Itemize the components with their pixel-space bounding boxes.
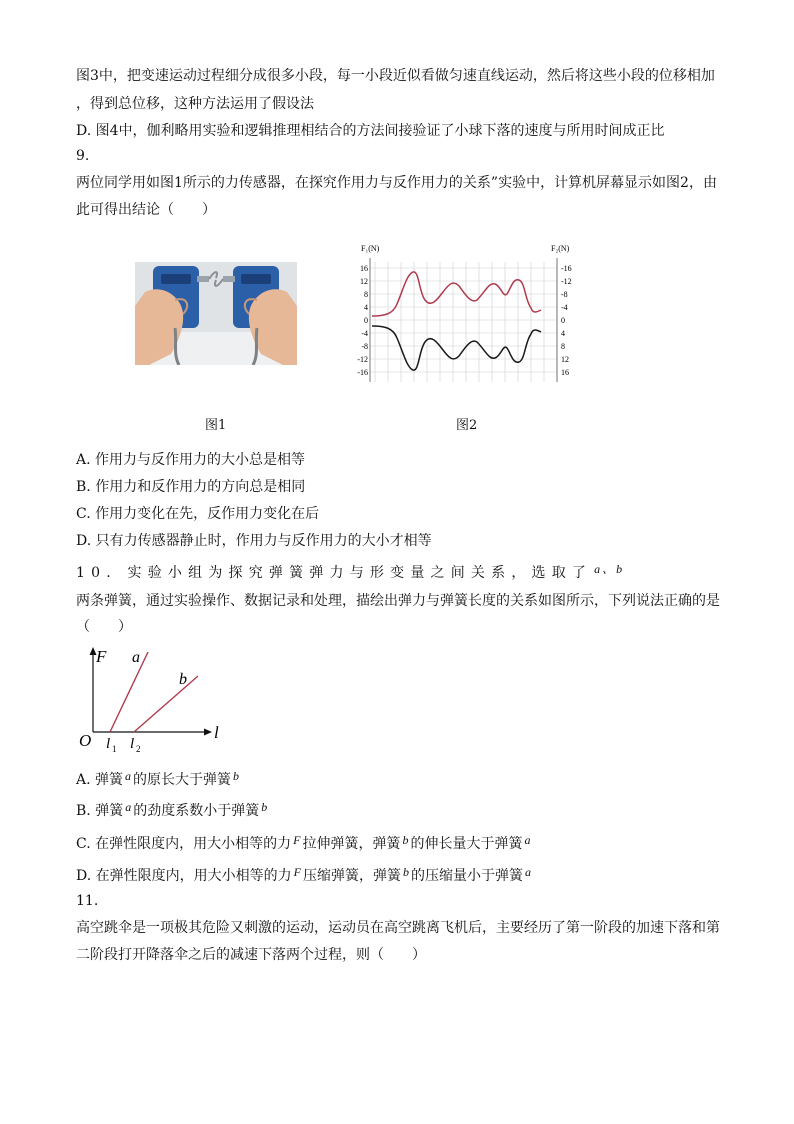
tick-label: 12: [360, 277, 368, 286]
force-time-graph: [355, 242, 585, 392]
axis-label-l: l: [214, 723, 219, 742]
tick-label: 4: [364, 303, 368, 312]
math-symbol: a: [125, 769, 132, 783]
question-11-stem: 二阶段打开降落伞之后的减速下落两个过程，则（ ）: [76, 947, 426, 963]
option-c: [76, 834, 532, 854]
line-b: [134, 676, 198, 732]
math-symbol: a: [524, 833, 531, 847]
question-10-text: 10. 实验小组为探究弹簧弹力与形变量之间关系，选取了: [76, 565, 593, 581]
line-a-label: a: [132, 649, 140, 666]
figure-1-caption: 图1: [205, 418, 227, 433]
math-symbol: b: [261, 800, 268, 814]
tick-label: 16: [561, 368, 569, 377]
tick-l2-sub: 2: [136, 744, 141, 754]
right-axis-label: F₂(N): [551, 244, 570, 253]
option-a: [76, 770, 241, 790]
text-line: 图3中，把变速运动过程细分成很多小段，每一小段近似看做匀速直线运动，然后将这些小段的位移相加: [76, 68, 715, 84]
option-a: A. 作用力与反作用力的大小总是相等: [76, 452, 306, 468]
tick-label: -4: [361, 329, 368, 338]
figure-2-caption: 图2: [456, 418, 478, 433]
question-number: 11.: [76, 893, 99, 909]
spring-force-length-graph: [76, 640, 226, 758]
tick-l2: l: [130, 736, 135, 752]
option-c: C. 作用力变化在先，反作用力变化在后: [76, 506, 320, 522]
option-d: [76, 866, 533, 886]
text-line: ，得到总位移，这种方法运用了假设法: [76, 96, 314, 112]
question-10-stem: 两条弹簧，通过实验操作、数据记录和处理，描绘出弹力与弹簧长度的关系如图所示，下列说法正确的是: [76, 593, 720, 609]
option-text: 的伸长量大于弹簧: [410, 836, 523, 852]
line-a: [110, 652, 148, 732]
tick-label: -12: [357, 355, 368, 364]
tick-label: 12: [561, 355, 569, 364]
option-text: 拉伸弹簧，弹簧: [302, 836, 401, 852]
tick-l1: l: [106, 736, 111, 752]
tick-label: -16: [561, 264, 572, 273]
axis-label-f: F: [96, 647, 107, 666]
tick-label: 0: [364, 316, 368, 325]
tick-label: -12: [561, 277, 572, 286]
option-b: B. 作用力和反作用力的方向总是相同: [76, 479, 306, 495]
option-text: 的劲度系数小于弹簧: [133, 803, 260, 819]
math-symbol: b: [402, 833, 409, 847]
option-text: D. 在弹性限度内，用大小相等的力: [76, 868, 292, 884]
tick-label: 4: [561, 329, 565, 338]
tick-label: -16: [357, 368, 368, 377]
question-10-stem: （ ）: [76, 619, 132, 635]
question-9-stem: 两位同学用如图1所示的力传感器，在探究作用力与反作用力的关系”实验中，计算机屏幕显示如图2，由: [76, 175, 717, 191]
math-symbol: a: [125, 800, 132, 814]
tick-l1-sub: 1: [112, 744, 117, 754]
option-text: C. 在弹性限度内，用大小相等的力: [76, 836, 292, 852]
math-symbol: b: [402, 865, 409, 879]
option-text: B. 弹簧: [76, 803, 124, 819]
left-axis-label: F₁(N): [361, 244, 380, 253]
tick-label: 8: [364, 290, 368, 299]
question-10-stem: [76, 563, 626, 583]
math-symbol: F: [293, 865, 301, 879]
question-number: 9.: [76, 148, 90, 164]
option-text: 的压缩量小于弹簧: [410, 868, 523, 884]
tick-label: 8: [561, 342, 565, 351]
option-d: D. 只有力传感器静止时，作用力与反作用力的大小才相等: [76, 533, 432, 549]
tick-label: -4: [561, 303, 568, 312]
option-text: 的原长大于弹簧: [133, 772, 232, 788]
tick-label: 16: [360, 264, 368, 273]
tick-label: -8: [561, 290, 568, 299]
origin-label: O: [79, 731, 92, 750]
option-text: 压缩弹簧，弹簧: [302, 868, 401, 884]
spring-labels: a、b: [594, 562, 625, 576]
tick-label: -8: [361, 342, 368, 351]
question-11-stem: 高空跳伞是一项极其危险又刺激的运动，运动员在高空跳离飞机后，主要经历了第一阶段的加速下落和第: [76, 920, 720, 936]
option-text: A. 弹簧: [76, 772, 124, 788]
tick-label: 0: [561, 316, 565, 325]
option-d: D. 图4中，伽利略用实验和逻辑推理相结合的方法间接验证了小球下落的速度与所用时间成正比: [76, 123, 665, 139]
option-b: [76, 801, 269, 821]
question-9-stem: 此可得出结论（ ）: [76, 202, 216, 218]
math-symbol: b: [233, 769, 240, 783]
line-b-label: b: [179, 671, 187, 688]
math-symbol: a: [524, 865, 531, 879]
force-curve-f2: [372, 326, 541, 370]
math-symbol: F: [293, 833, 301, 847]
force-sensor-photo: [135, 262, 297, 365]
